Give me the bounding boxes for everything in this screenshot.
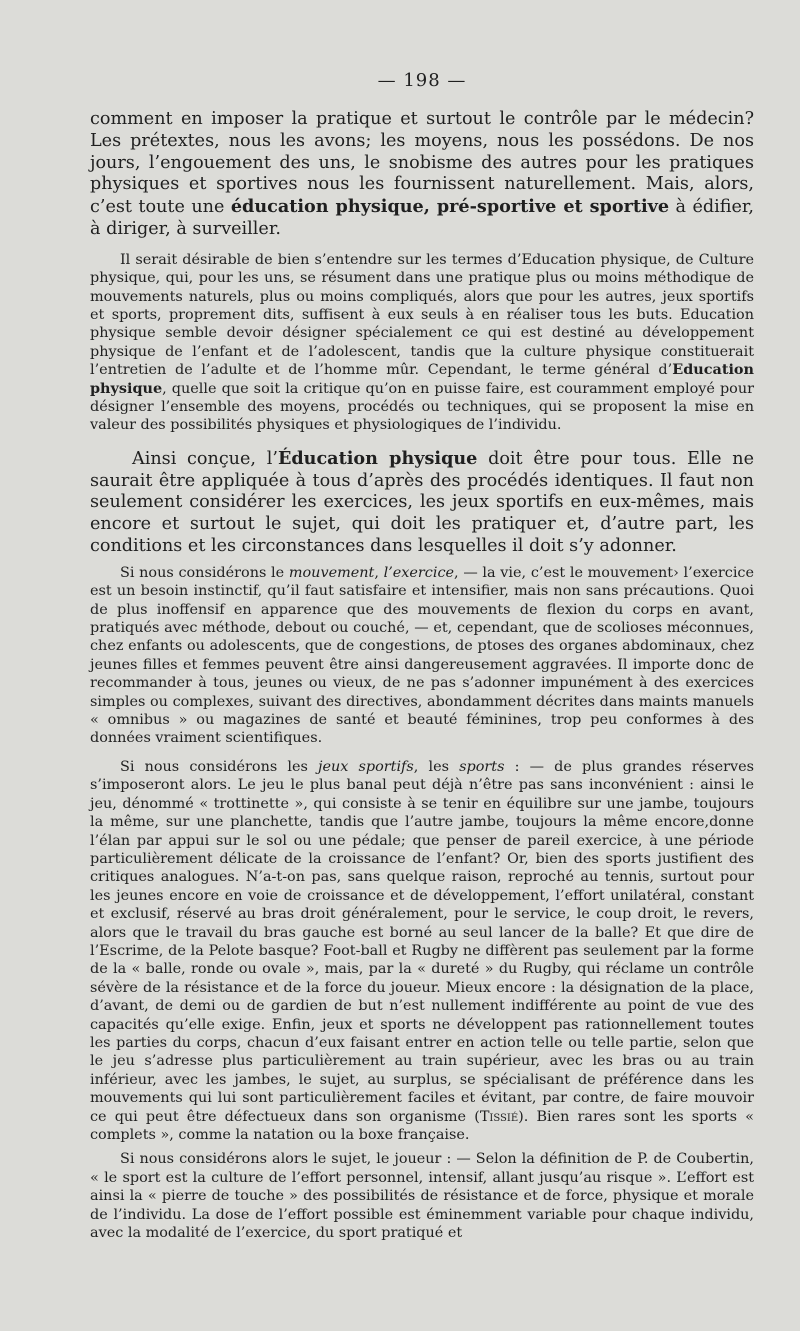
text-run: , — la vie, c’est le mouvement› l’exercice est un besoin instinctif, qu’il faut satisfaire et intensifier, mais non sans précautions. Quoi de plus inoffensif en apparence que des mouvements de flexion du corps en avant, pratiqués avec méthode, debout ou couché, — et, cependant, que de scolioses méconnues, chez enfants ou adolescents, que de congestions, de ptoses des organes abdominaux, chez jeunes filles et femmes peuvent être ainsi dangereusement aggravées. Il importe donc de recommander à tous, jeunes ou vieux, de ne pas s’adonner impunément à des exercices simples ou complexes, suivant des directives, abondamment décrites dans maints manuels « omnibus » ou magazines de santé et beauté féminines, trop peu conformes à des données vraiment scientifiques. [90, 564, 754, 747]
author-name: Tissié [479, 1108, 519, 1125]
italic-term: l’exercice [383, 564, 455, 581]
text-run: Si nous considérons le [120, 564, 289, 581]
text-run: Il serait désirable de bien s’entendre sur les termes d’Education physique, de Culture physique, qui, pour les uns, se résument dans une pratique plus ou moins méthodique de mouvements naturels, plus ou moins compliqués, alors que pour les autres, jeux sportifs et sports, proprement dits, suffisent à eux seuls à en réaliser tous les buts. Education physique semble devoir désigner spécialement ce qui est destiné au développement physique de l’enfant et de l’adolescent, tandis que la culture physique constituerait l’entretien de l’adulte et de l’homme mûr. Cependant, le terme général d’ [90, 251, 754, 379]
italic-term: jeux sportifs [318, 758, 414, 775]
text-run: Si nous considérons les [120, 758, 319, 775]
text-run: ). Bien rares sont les sports « complets », comme la natation ou la boxe française. [90, 1108, 754, 1144]
paragraph-jeux-sportifs [90, 758, 754, 1145]
text-run: Si nous considérons alors le sujet, le joueur : — Selon la définition de P. de Coubertin, « le sport est la culture de l’effort personnel, intensif, allant jusqu’au risque ». L’effort est ainsi la « pierre de touche » des possibilités de résistance et de force, physique et morale de l’individu. La dose de l’effort possible est éminemment variable pour chaque individu, avec la modalité de l’exercice, du sport pratiqué et [90, 1151, 754, 1242]
text-run: Ainsi conçue, l’ [132, 448, 278, 469]
text-run: doit être pour tous. Elle ne saurait être appliquée à tous d’après des procédés identiques. Il faut non seulement considérer les exercices, les jeux sportifs en eux-mêmes, mais encore et surtout le sujet, qui doit les pratiquer et, d’autre part, les conditions et les circonstances dans lesquelles il doit s’y adonner. [90, 448, 754, 557]
paragraph-sujet [90, 1150, 754, 1242]
page-number: — 198 — [377, 70, 467, 91]
text-run: : — de plus grandes réserves s’imposeront alors. Le jeu le plus banal peut déjà n’être pas sans inconvénient : ainsi le jeu, dénommé « trottinette », qui consiste à se tenir en équilibre sur une jambe, toujours la même, sur une planchette, tandis que l’autre jambe, toujours la même encore,donne l’élan par appui sur le sol ou une pédale; que penser de pareil exercice, à une période particulièrement délicate de la croissance de l’enfant? Or, bien des sports justifient des critiques analogues. N’a-t-on pas, sans quelque raison, reproché au tennis, surtout pour les jeunes encore en voie de croissance et de développement, l’effort unilatéral, constant et exclusif, réservé au bras droit généralement, pour le service, le coup droit, le revers, alors que le travail du bras gauche est borné au seul lancer de la balle? Et que dire de l’Escrime, de la Pelote basque? Foot-ball et Rugby ne diffèrent pas seulement par la forme de la « balle, ronde ou ovale », mais, par la « dureté » du Rugby, qui réclame un contrôle sévère de la résistance et de la force du joueur. Mieux encore : la désignation de la place, d’avant, de demi ou de gardien de but n’est nullement indifférente au point de vue des capacités qu’elle exige. Enfin, jeux et sports ne développent pas rationnellement toutes les parties du corps, chacun d’eux faisant entrer en action telle ou telle partie, selon que le jeu s’adresse plus particulièrement au train supérieur, avec les bras ou au train inférieur, avec les jambes, le sujet, au surplus, se spécialisant de préférence dans les mouvements qui lui sont particulièrement faciles et évitant, par contre, de faire mouvoir ce qui peut être défectueux dans son organisme ( [90, 758, 754, 1125]
italic-term: sports [459, 758, 505, 775]
italic-term: mouvement [288, 564, 375, 581]
paragraph-conception [90, 448, 754, 558]
text-run: comment en imposer la pratique et surtout le contrôle par le médecin? Les prétextes, nous les avons; les moyens, nous les possédons. De nos jours, l’engouement des uns, le snobisme des autres pour les pratiques physiques et sportives nous les fournissent naturellement. Mais, alors, c’est toute une [90, 109, 754, 218]
text-run: , quelle que soit la critique qu’on en puisse faire, est couramment employé pour désigner l’ensemble des moyens, procédés ou techniques, qui se proposent la mise en valeur des possibilités physiques et physiologiques de l’individu. [90, 380, 754, 434]
paragraph-mouvement [90, 564, 754, 748]
text-run: à édifier, à diriger, à surveiller. [90, 197, 754, 239]
paragraph-definitions [90, 251, 754, 435]
text-run: , les [413, 758, 460, 775]
bold-phrase: Éducation physique [277, 447, 478, 469]
bold-phrase: Education physique [90, 361, 754, 397]
bold-phrase: éducation physique, pré-sportive et sportive [230, 196, 670, 218]
paragraph-intro [90, 109, 754, 241]
text-run: , [374, 564, 384, 581]
